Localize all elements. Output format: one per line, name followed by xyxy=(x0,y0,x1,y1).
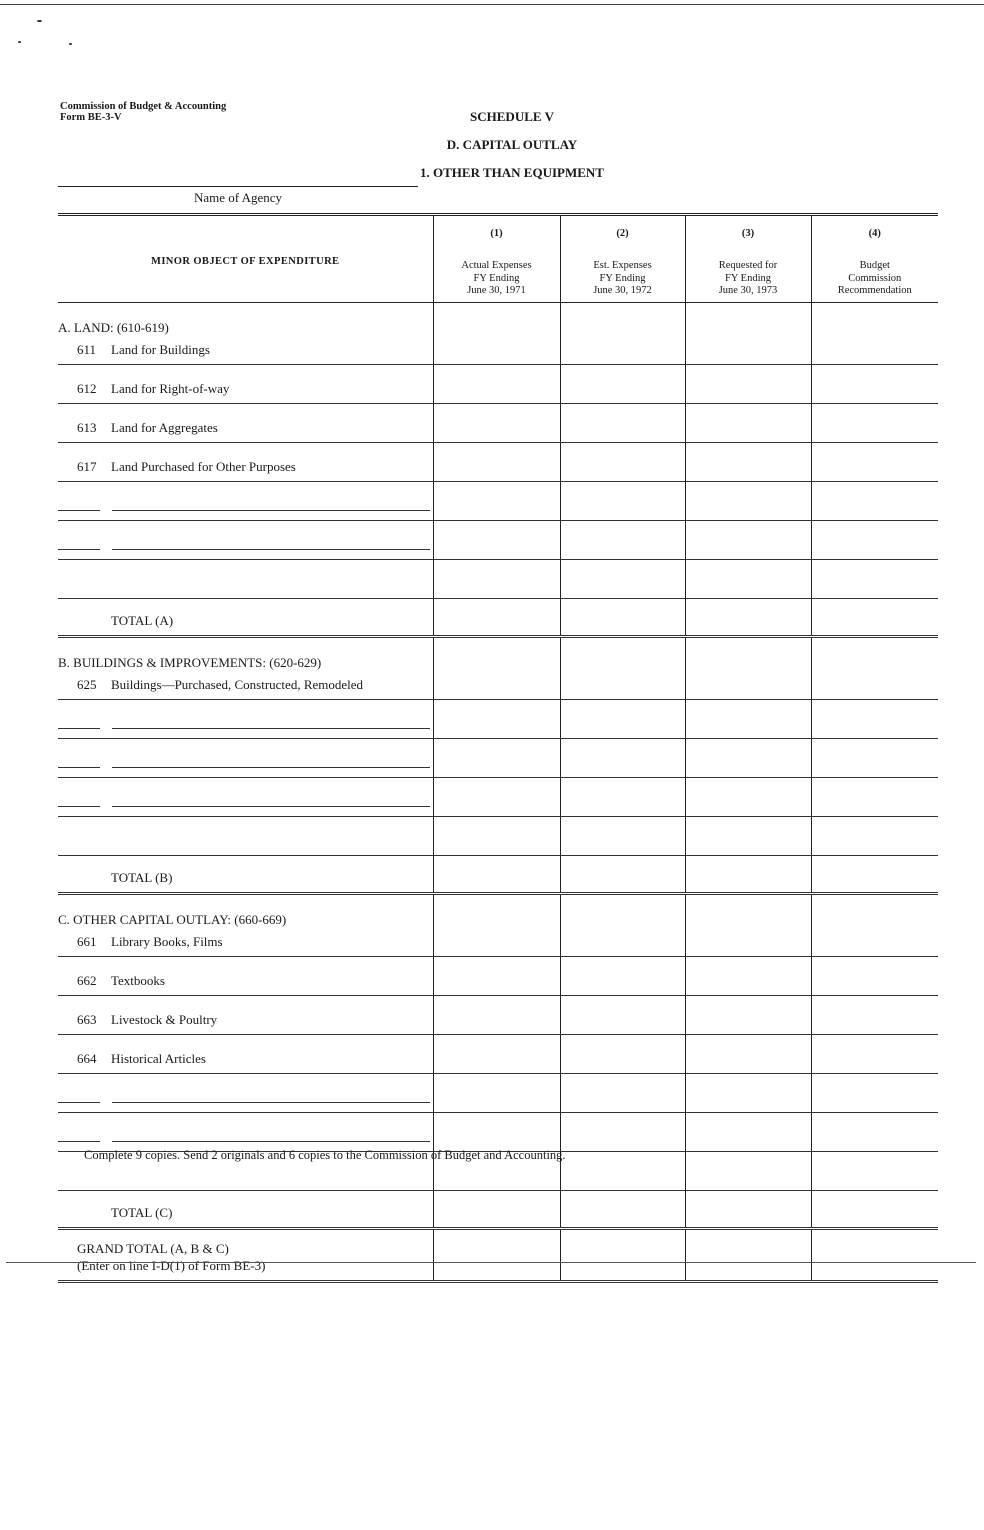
blank-entry[interactable] xyxy=(58,1074,433,1113)
blank-entry[interactable] xyxy=(58,700,433,739)
blank-row xyxy=(58,739,938,778)
amount-cell[interactable] xyxy=(433,560,560,599)
row-description xyxy=(58,637,433,700)
object-label: Land for Right-of-way xyxy=(111,381,230,396)
amount-cell[interactable] xyxy=(560,778,685,817)
amount-cell[interactable] xyxy=(811,560,938,599)
amount-cell[interactable] xyxy=(685,1074,811,1113)
amount-cell[interactable] xyxy=(560,404,685,443)
amount-cell[interactable] xyxy=(811,996,938,1035)
amount-cell[interactable] xyxy=(811,1229,938,1282)
amount-cell[interactable] xyxy=(811,443,938,482)
amount-cell[interactable] xyxy=(433,443,560,482)
blank-entry[interactable] xyxy=(58,817,433,856)
amount-cell[interactable] xyxy=(811,637,938,700)
amount-cell[interactable] xyxy=(560,443,685,482)
amount-cell[interactable] xyxy=(560,856,685,894)
object-label: Livestock & Poultry xyxy=(111,1012,218,1027)
column-number: (3) xyxy=(741,228,755,239)
form-number: Form BE-3-V xyxy=(60,112,122,123)
amount-cell[interactable] xyxy=(560,1074,685,1113)
object-label: Land Purchased for Other Purposes xyxy=(111,459,296,474)
total-row xyxy=(58,1191,938,1229)
amount-cell[interactable] xyxy=(685,957,811,996)
amount-cell[interactable] xyxy=(433,996,560,1035)
section-c-title: C. OTHER CAPITAL OUTLAY: (660-669) xyxy=(58,912,287,927)
minor-object-header-cell xyxy=(58,215,433,303)
amount-cell[interactable] xyxy=(560,1113,685,1152)
blank-entry[interactable] xyxy=(58,560,433,599)
amount-cell[interactable] xyxy=(433,1035,560,1074)
amount-cell[interactable] xyxy=(433,700,560,739)
blank-row xyxy=(58,778,938,817)
amount-cell[interactable] xyxy=(433,1113,560,1152)
amount-cell[interactable] xyxy=(685,303,811,365)
column-number: (2) xyxy=(616,228,629,239)
column-number: (4) xyxy=(868,228,881,239)
amount-cell[interactable] xyxy=(560,700,685,739)
amount-cell[interactable] xyxy=(433,1074,560,1113)
scan-speck xyxy=(18,41,21,43)
amount-cell[interactable] xyxy=(685,1113,811,1152)
amount-cell[interactable] xyxy=(433,856,560,894)
row-description xyxy=(58,1035,433,1074)
table-row xyxy=(58,365,938,404)
object-code: 612 xyxy=(77,381,97,396)
amount-cell[interactable] xyxy=(560,1035,685,1074)
row-description xyxy=(58,1191,433,1229)
object-label: Historical Articles xyxy=(111,1051,206,1066)
amount-cell[interactable] xyxy=(685,560,811,599)
amount-cell[interactable] xyxy=(433,521,560,560)
row-description xyxy=(58,365,433,404)
amount-cell[interactable] xyxy=(811,303,938,365)
object-code: 625 xyxy=(77,677,97,692)
object-label: Land for Buildings xyxy=(111,342,210,357)
amount-cell[interactable] xyxy=(685,1035,811,1074)
total-c-label: TOTAL (C) xyxy=(111,1205,173,1220)
amount-cell[interactable] xyxy=(811,817,938,856)
blank-row xyxy=(58,482,938,521)
subsection-title: 1. OTHER THAN EQUIPMENT xyxy=(420,165,604,180)
amount-cell[interactable] xyxy=(811,1074,938,1113)
object-code: 663 xyxy=(77,1012,97,1027)
bottom-edge-rule xyxy=(6,1262,976,1263)
column-header-4 xyxy=(811,215,938,303)
amount-cell[interactable] xyxy=(811,1191,938,1229)
column-number: (1) xyxy=(490,228,503,239)
amount-cell[interactable] xyxy=(560,1152,685,1191)
amount-cell[interactable] xyxy=(685,443,811,482)
object-code: 664 xyxy=(77,1051,97,1066)
section-a-title: A. LAND: (610-619) xyxy=(58,320,169,335)
total-a-label: TOTAL (A) xyxy=(111,613,174,628)
amount-cell[interactable] xyxy=(433,365,560,404)
form-identifier xyxy=(60,101,226,123)
blank-row xyxy=(58,1074,938,1113)
amount-cell[interactable] xyxy=(560,739,685,778)
total-b-label: TOTAL (B) xyxy=(111,870,173,885)
amount-cell[interactable] xyxy=(433,894,560,957)
amount-cell[interactable] xyxy=(811,1152,938,1191)
amount-cell[interactable] xyxy=(685,599,811,637)
object-code: 661 xyxy=(77,934,97,949)
amount-cell[interactable] xyxy=(685,700,811,739)
amount-cell[interactable] xyxy=(811,700,938,739)
column-caption: Est. Expenses FY Ending June 30, 1972 xyxy=(593,260,652,296)
amount-cell[interactable] xyxy=(560,521,685,560)
amount-cell[interactable] xyxy=(433,599,560,637)
column-header-2 xyxy=(560,215,685,303)
total-row xyxy=(58,599,938,637)
blank-row xyxy=(58,521,938,560)
amount-cell[interactable] xyxy=(685,1152,811,1191)
column-caption: Budget Commission Recommendation xyxy=(837,260,912,296)
row-description xyxy=(58,443,433,482)
amount-cell[interactable] xyxy=(433,303,560,365)
amount-cell[interactable] xyxy=(560,365,685,404)
object-code: 617 xyxy=(77,459,97,474)
object-code: 611 xyxy=(77,342,97,357)
amount-cell[interactable] xyxy=(560,957,685,996)
amount-cell[interactable] xyxy=(433,739,560,778)
amount-cell[interactable] xyxy=(685,404,811,443)
row-description xyxy=(58,1229,433,1282)
object-code: 662 xyxy=(77,973,97,988)
amount-cell[interactable] xyxy=(560,996,685,1035)
amount-cell[interactable] xyxy=(433,482,560,521)
amount-cell[interactable] xyxy=(433,1191,560,1229)
row-description xyxy=(58,957,433,996)
table-row xyxy=(58,1035,938,1074)
amount-cell[interactable] xyxy=(433,957,560,996)
table-row xyxy=(58,303,938,365)
amount-cell[interactable] xyxy=(811,365,938,404)
amount-cell[interactable] xyxy=(685,1229,811,1282)
row-description xyxy=(58,404,433,443)
amount-cell[interactable] xyxy=(811,856,938,894)
blank-row xyxy=(58,700,938,739)
table-row xyxy=(58,894,938,957)
amount-cell[interactable] xyxy=(685,817,811,856)
amount-cell[interactable] xyxy=(560,1191,685,1229)
amount-cell[interactable] xyxy=(811,599,938,637)
footnote: Complete 9 copies. Send 2 originals and 6 copies to the Commission of Budget and Accounting. xyxy=(84,1148,566,1162)
column-caption: Requested for FY Ending June 30, 1973 xyxy=(718,260,778,296)
row-description xyxy=(58,856,433,894)
object-label: Buildings—Purchased, Constructed, Remodeled xyxy=(111,677,364,692)
row-description xyxy=(58,303,433,365)
table-row xyxy=(58,443,938,482)
amount-cell[interactable] xyxy=(811,404,938,443)
grand-total-instruction: (Enter on line I-D(1) of Form BE-3) xyxy=(77,1258,266,1273)
table-row xyxy=(58,957,938,996)
amount-cell[interactable] xyxy=(685,637,811,700)
amount-cell[interactable] xyxy=(560,1229,685,1282)
object-label: Library Books, Films xyxy=(111,934,223,949)
commission-name: Commission of Budget & Accounting xyxy=(60,101,227,112)
section-b-title: B. BUILDINGS & IMPROVEMENTS: (620-629) xyxy=(58,655,322,670)
amount-cell[interactable] xyxy=(433,778,560,817)
amount-cell[interactable] xyxy=(685,894,811,957)
amount-cell[interactable] xyxy=(685,365,811,404)
amount-cell[interactable] xyxy=(685,521,811,560)
minor-object-header: MINOR OBJECT OF EXPENDITURE xyxy=(151,256,340,267)
total-row xyxy=(58,856,938,894)
amount-cell[interactable] xyxy=(685,856,811,894)
object-label: Land for Aggregates xyxy=(111,420,218,435)
blank-entry[interactable] xyxy=(58,521,433,560)
table-row xyxy=(58,637,938,700)
row-description xyxy=(58,996,433,1035)
amount-cell[interactable] xyxy=(560,303,685,365)
amount-cell[interactable] xyxy=(560,894,685,957)
blank-row xyxy=(58,1113,938,1152)
amount-cell[interactable] xyxy=(433,404,560,443)
amount-cell[interactable] xyxy=(811,894,938,957)
amount-cell[interactable] xyxy=(560,637,685,700)
amount-cell[interactable] xyxy=(560,560,685,599)
amount-cell[interactable] xyxy=(811,957,938,996)
amount-cell[interactable] xyxy=(811,521,938,560)
amount-cell[interactable] xyxy=(433,637,560,700)
scan-speck xyxy=(69,43,72,45)
schedule-title: SCHEDULE V xyxy=(470,109,554,124)
blank-row xyxy=(58,560,938,599)
agency-label: Name of Agency xyxy=(193,190,283,205)
scan-speck xyxy=(37,20,42,22)
amount-cell[interactable] xyxy=(685,482,811,521)
amount-cell[interactable] xyxy=(811,482,938,521)
blank-entry[interactable] xyxy=(58,1113,433,1152)
amount-cell[interactable] xyxy=(685,1191,811,1229)
amount-cell[interactable] xyxy=(811,778,938,817)
column-header-1 xyxy=(433,215,560,303)
grand-total-label: GRAND TOTAL (A, B & C) xyxy=(77,1241,229,1256)
amount-cell[interactable] xyxy=(685,996,811,1035)
object-code: 613 xyxy=(77,420,97,435)
object-label: Textbooks xyxy=(111,973,165,988)
amount-cell[interactable] xyxy=(560,817,685,856)
table-header-row xyxy=(58,215,938,303)
blank-entry[interactable] xyxy=(58,778,433,817)
table-row xyxy=(58,996,938,1035)
amount-cell[interactable] xyxy=(433,1229,560,1282)
amount-cell[interactable] xyxy=(685,739,811,778)
amount-cell[interactable] xyxy=(811,739,938,778)
column-caption: Actual Expenses FY Ending June 30, 1971 xyxy=(461,260,532,296)
grand-total-row xyxy=(58,1229,938,1282)
table-row xyxy=(58,404,938,443)
amount-cell[interactable] xyxy=(560,599,685,637)
schedule-table xyxy=(58,213,938,1283)
blank-row xyxy=(58,817,938,856)
agency-name-field[interactable] xyxy=(58,186,418,187)
blank-entry[interactable] xyxy=(58,739,433,778)
amount-cell[interactable] xyxy=(811,1035,938,1074)
row-description xyxy=(58,894,433,957)
amount-cell[interactable] xyxy=(560,482,685,521)
amount-cell[interactable] xyxy=(811,1113,938,1152)
amount-cell[interactable] xyxy=(685,778,811,817)
section-title: D. CAPITAL OUTLAY xyxy=(446,137,578,152)
column-header-3 xyxy=(685,215,811,303)
amount-cell[interactable] xyxy=(433,817,560,856)
blank-entry[interactable] xyxy=(58,482,433,521)
row-description xyxy=(58,599,433,637)
top-edge-rule xyxy=(0,4,984,5)
